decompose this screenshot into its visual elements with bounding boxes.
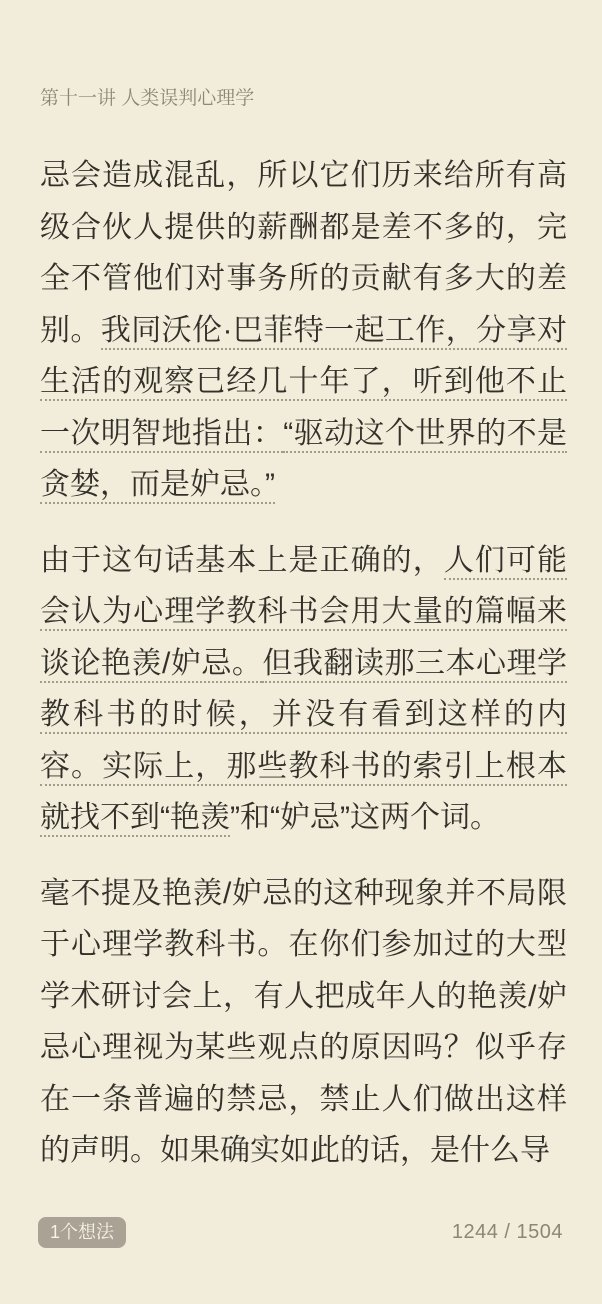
highlighted-text[interactable]: 人们可能会认为心理学教科书会用大量的篇幅来谈论艳羡/妒忌。 xyxy=(40,544,567,683)
reader-footer xyxy=(38,1216,563,1248)
page-indicator: 1244 / 1504 xyxy=(451,1221,563,1243)
paragraph xyxy=(40,150,567,511)
paragraph xyxy=(40,868,567,1177)
highlighted-text[interactable]: “驱动这个世界的不是贪婪，而是妒忌。” xyxy=(40,417,567,505)
highlighted-text[interactable]: 但我翻读那三本心理学教科书的时候，并没有看到这样的内容。实际上，那些教科书的索引上根本就找不到“艳羡 xyxy=(40,647,567,838)
thoughts-badge-button[interactable]: 1个想法 xyxy=(38,1217,126,1248)
reading-text xyxy=(40,150,567,1177)
highlighted-text[interactable]: 我同沃伦·巴菲特一起工作，分享对生活的观察已经几十年了，听到他不止一次明智地指出： xyxy=(40,314,567,453)
paragraph xyxy=(40,535,567,844)
text-segment: 毫不提及艳羡/妒忌的这种现象并不局限于心理学教科书。在你们参加过的大型学术研讨会上，有人把成年人的艳羡/妒忌心理视为某些观点的原因吗？似乎存在一条普遍的禁忌，禁止人们做出这样的声明。如果确实如此的话，是什么导 xyxy=(40,876,567,1167)
text-segment: ”和“妒忌”这两个词。 xyxy=(230,801,500,834)
text-segment: 由于这句话基本上是正确的， xyxy=(40,543,444,577)
chapter-title: 第十一讲 人类误判心理学 xyxy=(40,88,255,109)
text-segment: 忌会造成混乱，所以它们历来给所有高级合伙人提供的薪酬都是差不多的，完全不管他们对事务所的贡献有多大的差别。 xyxy=(40,159,567,347)
